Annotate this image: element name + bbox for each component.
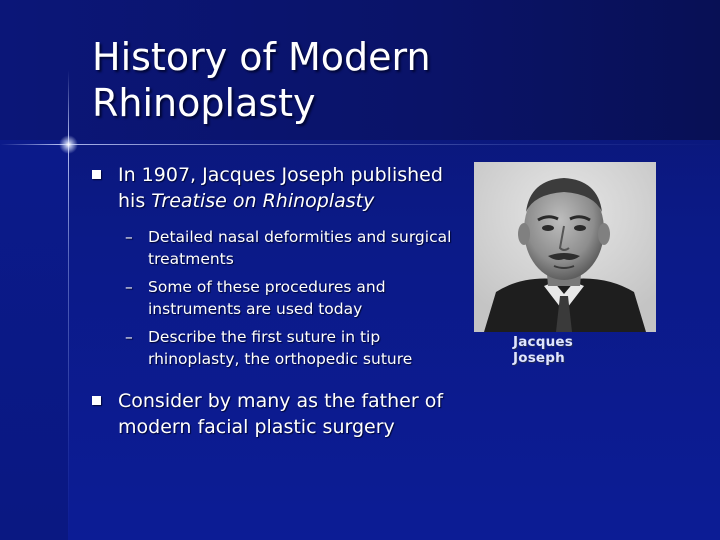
dash-icon: –: [125, 328, 133, 346]
square-bullet-icon: [92, 170, 101, 179]
bullet-italic-title: Treatise on Rhinoplasty: [151, 190, 375, 212]
sub-bullet-text: Describe the first suture in tip rhinoplasty, the orthopedic suture: [148, 328, 413, 368]
photo-caption: Jacques Joseph: [513, 334, 574, 366]
bullet-text: In 1907, Jacques Joseph published his: [118, 164, 443, 212]
bullet-item: [90, 162, 470, 214]
title-line-1: History of Modern: [92, 35, 431, 79]
sparkle-icon: [59, 135, 78, 154]
portrait-photo: [474, 162, 656, 332]
sub-bullet-item: [90, 226, 470, 270]
slide-title: [92, 34, 692, 126]
horizontal-accent-line: [0, 144, 720, 145]
sub-bullet-item: [90, 276, 470, 320]
sub-bullet-text: Detailed nasal deformities and surgical treatments: [148, 228, 452, 268]
sub-bullet-text: Some of these procedures and instruments are used today: [148, 278, 386, 318]
left-accent-strip: [0, 140, 68, 540]
bullet-item: [90, 388, 470, 440]
sub-bullet-item: [90, 326, 470, 370]
title-line-2: Rhinoplasty: [92, 81, 316, 125]
slide-body: [90, 162, 470, 440]
sub-bullet-list: [90, 226, 470, 370]
dash-icon: –: [125, 228, 133, 246]
bullet-text: Consider by many as the father of modern facial plastic surgery: [118, 390, 444, 438]
portrait-image: [474, 162, 656, 332]
square-bullet-icon: [92, 396, 101, 405]
dash-icon: –: [125, 278, 133, 296]
